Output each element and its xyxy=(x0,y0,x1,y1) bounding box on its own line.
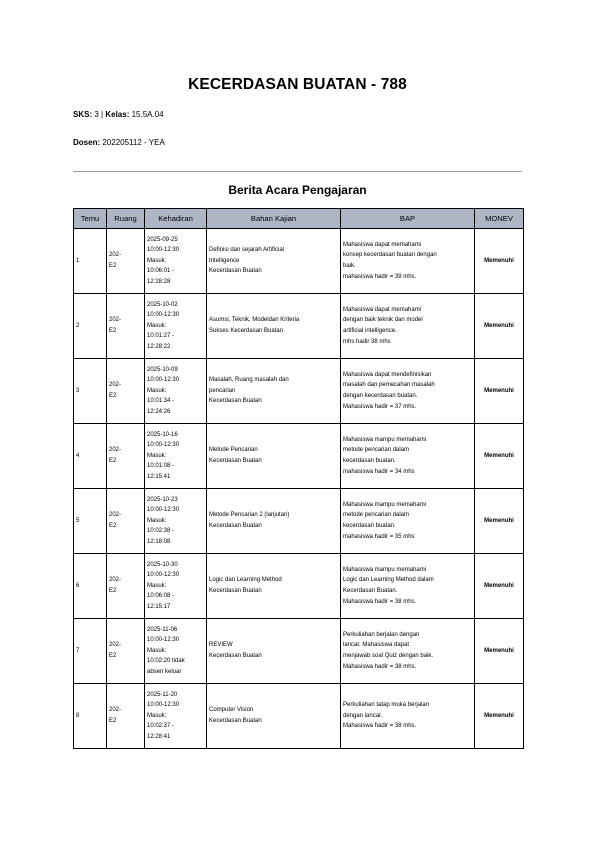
cell-kehadiran: 2025-10-16 10:00-12:30 Masuk: 10:01:08 - 12:15:41 xyxy=(145,424,207,489)
cell-bap: Perkuliahan tatap muka berjalan dengan lancar. Mahasiswa hadir = 38 mhs. xyxy=(341,684,475,749)
cell-kehadiran: 2025-10-30 10:00-12:30 Masuk: 10:06:08 - 12:15:17 xyxy=(145,554,207,619)
cell-kehadiran: 2025-11-20 10:00-12:30 Masuk: 10:02:37 - 12:28:41 xyxy=(145,684,207,749)
table-row xyxy=(74,424,524,489)
cell-kehadiran: 2025-10-09 10:00-12:30 Masuk: 10:01:34 - 12:24:26 xyxy=(145,359,207,424)
cell-bap: Mahasiswa dapat memahami dengan baik teknik dan model artificial intelligence. mhs hadir 38 mhs xyxy=(341,294,475,359)
header-monev: MONEV xyxy=(475,209,524,229)
cell-monev: Memenuhi xyxy=(475,424,524,489)
cell-bap: Mahasiswa mampu memahami metode pencarian dalam kecerdasan buatan. mahasiswa hadir = 35 mhs xyxy=(341,489,475,554)
cell-ruang: 202- E2 xyxy=(107,489,145,554)
bap-table xyxy=(73,208,524,749)
header-temu: Temu xyxy=(74,209,107,229)
cell-bap: Mahasiswa dapat memahami konsep kecerdasan buatan dengan baik. mahasiswa hadir = 39 mhs. xyxy=(341,229,475,294)
table-row xyxy=(74,359,524,424)
table-row xyxy=(74,554,524,619)
cell-monev: Memenuhi xyxy=(475,489,524,554)
kelas-label: Kelas: xyxy=(105,110,130,119)
cell-monev: Memenuhi xyxy=(475,229,524,294)
table-row xyxy=(74,489,524,554)
table-row xyxy=(74,229,524,294)
dosen-value: 202205112 - YEA xyxy=(102,138,165,147)
cell-ruang: 202- E2 xyxy=(107,229,145,294)
cell-bap: Mahasiswa mampu memahami metode pencarian dalam kecerdasan buatan. mahasiswa hadir = 34 mhs xyxy=(341,424,475,489)
cell-monev: Memenuhi xyxy=(475,684,524,749)
cell-bahan-kajian: Asumsi, Teknik, Modeldan Kriteria Sukses Kecerdasan Buatan xyxy=(207,294,341,359)
course-meta-line xyxy=(73,110,164,119)
cell-temu: 1 xyxy=(74,229,107,294)
cell-bahan-kajian: Computer Vision Kecerdasan Buatan xyxy=(207,684,341,749)
cell-kehadiran: 2025-11-06 10:00-12:30 Masuk: 10:02:20 tidak absen keluar xyxy=(145,619,207,684)
cell-temu: 3 xyxy=(74,359,107,424)
cell-bahan-kajian: Definisi dan sejarah Artificial Intelligence Kecerdasan Buatan xyxy=(207,229,341,294)
section-divider xyxy=(73,171,522,172)
cell-temu: 8 xyxy=(74,684,107,749)
cell-ruang: 202- E2 xyxy=(107,554,145,619)
cell-bahan-kajian: REVIEW Kecerdasan Buatan xyxy=(207,619,341,684)
header-bap: BAP xyxy=(341,209,475,229)
cell-bahan-kajian: Metode Pencarian 2 (lanjutan) Kecerdasan Buatan xyxy=(207,489,341,554)
header-kehadiran: Kehadiran xyxy=(145,209,207,229)
header-bahan-kajian: Bahan Kajian xyxy=(207,209,341,229)
section-title: Berita Acara Pengajaran xyxy=(228,183,367,197)
cell-temu: 2 xyxy=(74,294,107,359)
cell-monev: Memenuhi xyxy=(475,619,524,684)
dosen-label: Dosen: xyxy=(73,138,101,147)
cell-temu: 6 xyxy=(74,554,107,619)
cell-ruang: 202- E2 xyxy=(107,424,145,489)
cell-temu: 5 xyxy=(74,489,107,554)
cell-bap: Mahasiswa dapat mendefinisikan masalah dan pemecahan masalah dengan kecerdasan buatan. Mahasiswa hadir = 37 mhs. xyxy=(341,359,475,424)
cell-kehadiran: 2025-10-02 10:00-12:30 Masuk: 10:01:27 - 12:28:22 xyxy=(145,294,207,359)
cell-kehadiran: 2025-10-23 10:00-12:30 Masuk: 10:02:38 - 12:18:08 xyxy=(145,489,207,554)
sks-value: 3 | xyxy=(94,110,104,119)
cell-ruang: 202- E2 xyxy=(107,359,145,424)
cell-bap: Perkuliahan berjalan dengan lancar. Mahasiswa dapat menjawab soal Quiz dengan baik. Mahasiswa hadir = 38 mhs. xyxy=(341,619,475,684)
header-ruang: Ruang xyxy=(107,209,145,229)
cell-kehadiran: 2025-09-25 10:00-12:30 Masuk: 10:06:01 - 12:28:28 xyxy=(145,229,207,294)
lecturer-meta-line xyxy=(73,138,165,147)
cell-monev: Memenuhi xyxy=(475,294,524,359)
table-row xyxy=(74,294,524,359)
cell-monev: Memenuhi xyxy=(475,554,524,619)
cell-temu: 7 xyxy=(74,619,107,684)
page-title: KECERDASAN BUATAN - 788 xyxy=(188,76,407,93)
cell-bahan-kajian: Masalah, Ruang masalah dan pencarian Kecerdasan Buatan xyxy=(207,359,341,424)
cell-ruang: 202- E2 xyxy=(107,294,145,359)
cell-ruang: 202- E2 xyxy=(107,684,145,749)
cell-bahan-kajian: Logic dan Learning Method Kecerdasan Buatan xyxy=(207,554,341,619)
cell-monev: Memenuhi xyxy=(475,359,524,424)
cell-bahan-kajian: Metode Pencarian Kecerdasan Buatan xyxy=(207,424,341,489)
cell-bap: Mahasiswa mampu memahami Logic dan Learning Method dalam Kecerdasan Buatan. Mahasiswa hadir = 38 mhs. xyxy=(341,554,475,619)
cell-temu: 4 xyxy=(74,424,107,489)
table-row xyxy=(74,684,524,749)
kelas-value: 15.5A.04 xyxy=(131,110,164,119)
table-header-row xyxy=(74,209,524,229)
cell-ruang: 202- E2 xyxy=(107,619,145,684)
table-row xyxy=(74,619,524,684)
sks-label: SKS: xyxy=(73,110,93,119)
